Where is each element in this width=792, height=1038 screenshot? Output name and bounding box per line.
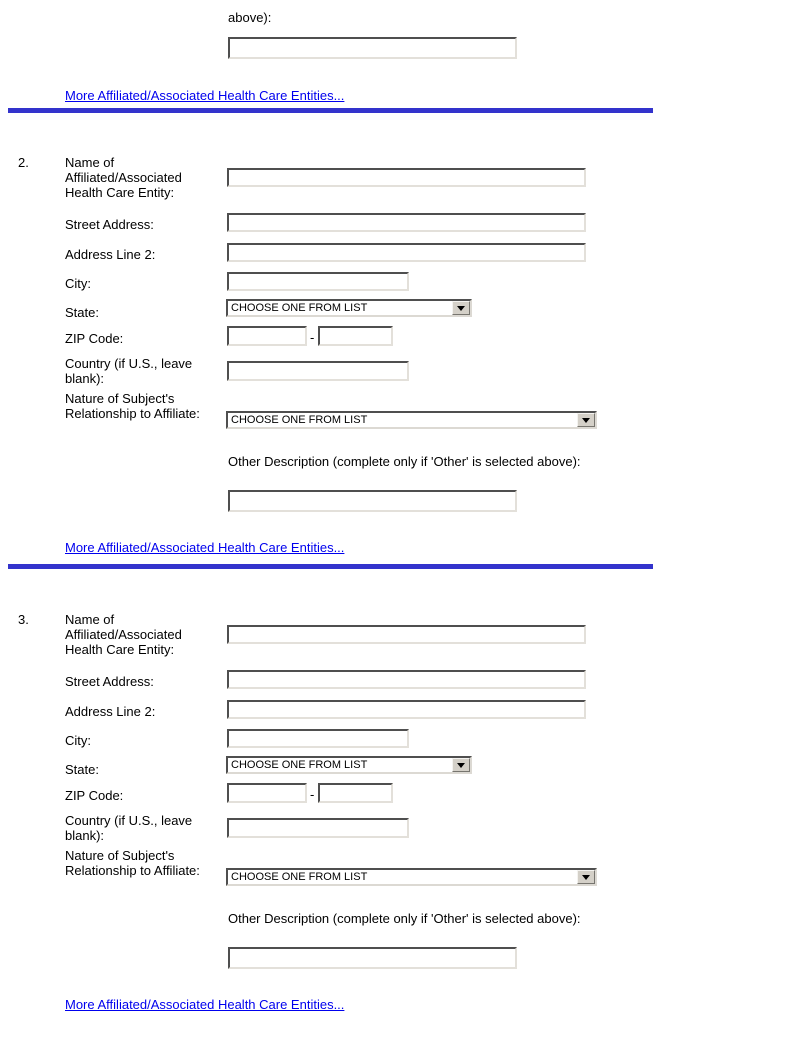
other-description-input[interactable] — [228, 947, 517, 969]
city-label: City: — [65, 276, 91, 291]
more-entities-link[interactable]: More Affiliated/Associated Health Care Entities... — [65, 540, 345, 555]
state-select-value: CHOOSE ONE FROM LIST — [231, 759, 368, 771]
street-address-label: Street Address: — [65, 674, 154, 689]
city-input[interactable] — [227, 729, 409, 748]
city-input[interactable] — [227, 272, 409, 291]
address-line2-label: Address Line 2: — [65, 247, 156, 262]
zip-code-label: ZIP Code: — [65, 788, 124, 803]
other-description-input[interactable] — [228, 490, 517, 512]
address-line2-input[interactable] — [227, 700, 586, 719]
street-address-input[interactable] — [227, 670, 586, 689]
state-label: State: — [65, 305, 99, 320]
country-input[interactable] — [227, 818, 409, 838]
street-address-input[interactable] — [227, 213, 586, 232]
dropdown-arrow-icon[interactable] — [577, 870, 595, 884]
state-select[interactable] — [226, 756, 472, 774]
zip-input-second[interactable] — [318, 783, 393, 803]
more-entities-link[interactable]: More Affiliated/Associated Health Care Entities... — [65, 88, 345, 103]
country-label: Country (if U.S., leave blank): — [65, 356, 193, 386]
state-select[interactable] — [226, 299, 472, 317]
more-entities-link[interactable]: More Affiliated/Associated Health Care Entities... — [65, 997, 345, 1012]
address-line2-input[interactable] — [227, 243, 586, 262]
zip-input-first[interactable] — [227, 783, 307, 803]
nature-select-value: CHOOSE ONE FROM LIST — [231, 414, 368, 426]
other-description-input[interactable] — [228, 37, 517, 59]
zip-code-label: ZIP Code: — [65, 331, 124, 346]
country-label: Country (if U.S., leave blank): — [65, 813, 193, 843]
nature-select-value: CHOOSE ONE FROM LIST — [231, 871, 368, 883]
name-input[interactable] — [227, 625, 586, 644]
entity-number: 3. — [18, 612, 29, 627]
dropdown-arrow-icon[interactable] — [452, 758, 470, 772]
state-label: State: — [65, 762, 99, 777]
entity-number: 2. — [18, 155, 29, 170]
zip-dash: - — [310, 330, 315, 345]
zip-dash: - — [310, 787, 315, 802]
country-input[interactable] — [227, 361, 409, 381]
name-label: Name of Affiliated/Associated Health Care Entity: — [65, 612, 182, 657]
state-select-value: CHOOSE ONE FROM LIST — [231, 302, 368, 314]
nature-label: Nature of Subject's Relationship to Affiliate: — [65, 391, 200, 421]
street-address-label: Street Address: — [65, 217, 154, 232]
zip-input-first[interactable] — [227, 326, 307, 346]
dropdown-arrow-icon[interactable] — [577, 413, 595, 427]
name-input[interactable] — [227, 168, 586, 187]
city-label: City: — [65, 733, 91, 748]
other-description-label-tail: above): — [228, 10, 272, 25]
name-label: Name of Affiliated/Associated Health Care Entity: — [65, 155, 182, 200]
address-line2-label: Address Line 2: — [65, 704, 156, 719]
nature-select[interactable] — [226, 868, 597, 886]
other-description-label: Other Description (complete only if 'Other' is selected above): — [228, 911, 581, 926]
section-divider — [8, 108, 653, 113]
nature-select[interactable] — [226, 411, 597, 429]
other-description-label: Other Description (complete only if 'Other' is selected above): — [228, 454, 581, 469]
dropdown-arrow-icon[interactable] — [452, 301, 470, 315]
nature-label: Nature of Subject's Relationship to Affiliate: — [65, 848, 200, 878]
zip-input-second[interactable] — [318, 326, 393, 346]
section-divider — [8, 564, 653, 569]
